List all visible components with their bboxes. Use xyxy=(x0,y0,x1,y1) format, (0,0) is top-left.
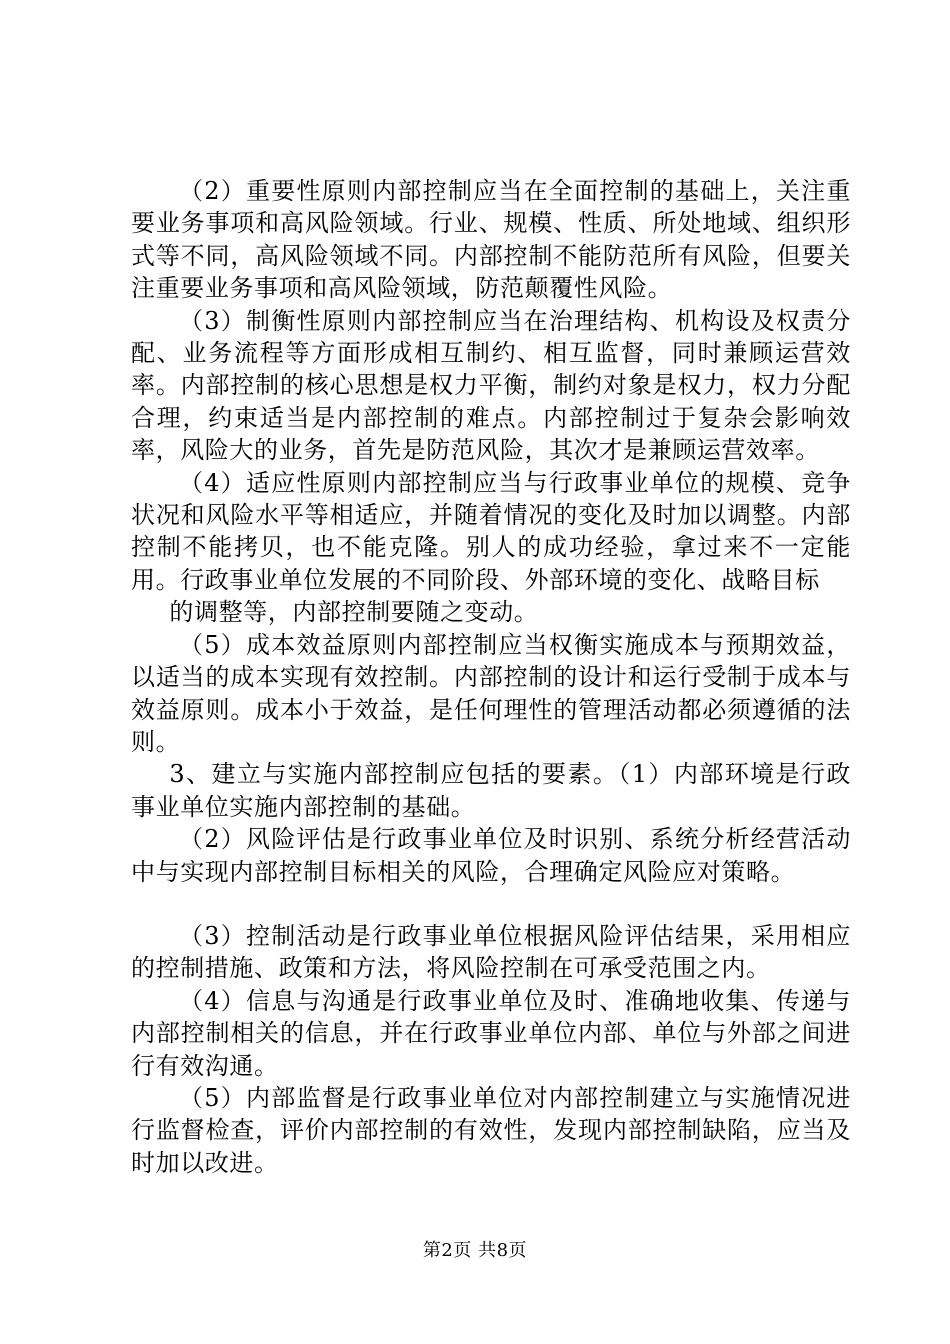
page-number-footer: 第2页 共8页 xyxy=(422,1240,528,1261)
paragraph-adaptability-principle: （4）适应性原则内部控制应当与行政事业单位的规模、竞争状况和风险水平等相适应，并随着情况的变化及时加以调整。内部控制不能拷贝，也不能克隆。别人的成功经验，拿过来不一定能用。行政事业单位发展的不同阶段、外部环境的变化、战略目标 xyxy=(131,468,851,594)
paragraph-adaptability-continued: 的调整等，内部控制要随之变动。 xyxy=(169,598,539,627)
paragraph-control-activities: （3）控制活动是行政事业单位根据风险评估结果，采用相应的控制措施、政策和方法，将风险控制在可承受范围之内。 xyxy=(131,921,851,983)
paragraph-internal-supervision: （5）内部监督是行政事业单位对内部控制建立与实施情况进行监督检查，评价内部控制的有效性，发现内部控制缺陷，应当及时加以改进。 xyxy=(131,1083,851,1177)
document-body xyxy=(131,175,851,1179)
paragraph-elements-intro: 3、建立与实施内部控制应包括的要素。（1）内部环境是行政事业单位实施内部控制的基础。 xyxy=(131,760,851,821)
paragraph-importance-principle: （2）重要性原则内部控制应当在全面控制的基础上，关注重要业务事项和高风险领域。行业、规模、性质、所处地域、组织形式等不同，高风险领域不同。内部控制不能防范所有风险，但要关注重要业务事项和高风险领域，防范颠覆性风险。 xyxy=(131,177,851,303)
paragraph-information-communication: （4）信息与沟通是行政事业单位及时、准确地收集、传递与内部控制相关的信息，并在行政事业单位内部、单位与外部之间进行有效沟通。 xyxy=(131,986,851,1080)
paragraph-balance-principle: （3）制衡性原则内部控制应当在治理结构、机构设及权责分配、业务流程等方面形成相互制约、相互监督，同时兼顾运营效率。内部控制的核心思想是权力平衡，制约对象是权力，权力分配合理，约束适当是内部控制的难点。内部控制过于复杂会影响效率，风险大的业务，首先是防范风险，其次才是兼顾运营效率。 xyxy=(131,306,851,465)
paragraph-cost-benefit-principle: （5）成本效益原则内部控制应当权衡实施成本与预期效益，以适当的成本实现有效控制。内部控制的设计和运行受制于成本与效益原则。成本小于效益，是任何理性的管理活动都必须遵循的法则。 xyxy=(131,630,851,756)
paragraph-risk-assessment: （2）风险评估是行政事业单位及时识别、系统分析经营活动中与实现内部控制目标相关的风险，合理确定风险应对策略。 xyxy=(131,825,851,886)
